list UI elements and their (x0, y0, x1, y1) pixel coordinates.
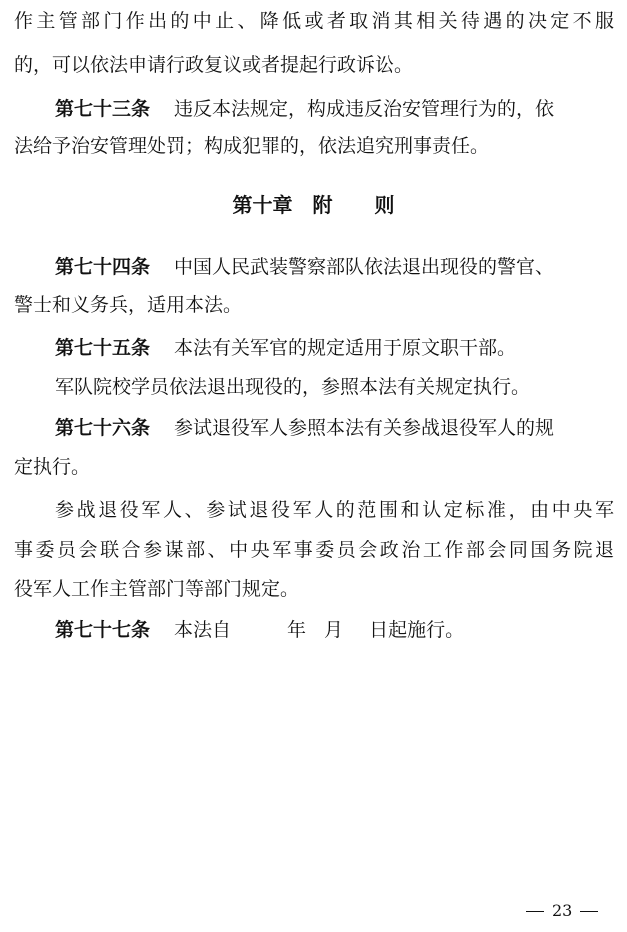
article-75-line (55, 333, 614, 363)
chapter-title-char: 则 (374, 193, 395, 217)
paragraph-line: 军队院校学员依法退出现役的，参照本法有关规定执行。 (55, 376, 531, 398)
article-label: 第七十六条 (55, 417, 151, 439)
article-text: 本法有关军官的规定适用于原文职干部。 (174, 337, 517, 359)
article-77-line (55, 615, 614, 645)
chapter-number: 第十章 (232, 193, 293, 217)
paragraph-line: 事委员会联合参谋部、中央军事委员会政治工作部会同国务院退 (14, 539, 614, 561)
paragraph-line: 的，可以依法申请行政复议或者提起行政诉讼。 (14, 54, 414, 76)
page-number-text: 23 (552, 901, 573, 920)
article-text: 中国人民武装警察部队依法退出现役的警官、 (174, 256, 555, 278)
paragraph-line: 作主管部门作出的中止、降低或者取消其相关待遇的决定不服 (14, 10, 614, 32)
article-text: 本法自 (174, 619, 232, 641)
paragraph-line: 役军人工作主管部门等部门规定。 (14, 578, 300, 600)
article-label: 第七十七条 (55, 619, 151, 641)
dash-left (526, 911, 544, 912)
dash-right (580, 911, 598, 912)
article-76-line (55, 413, 614, 443)
paragraph-line: 定执行。 (14, 456, 91, 478)
date-day-label: 日起施行。 (369, 619, 465, 641)
article-label: 第七十四条 (55, 256, 151, 278)
article-label: 第七十三条 (55, 98, 151, 120)
paragraph-line: 参战退役军人、参试退役军人的范围和认定标准，由中央军 (55, 499, 614, 521)
article-74-line (55, 252, 614, 282)
article-text: 违反本法规定，构成违反治安管理行为的，依 (174, 98, 555, 120)
chapter-heading (0, 190, 627, 220)
date-year-label: 年 (287, 619, 307, 641)
chapter-title-char: 附 (312, 193, 333, 217)
article-label: 第七十五条 (55, 337, 151, 359)
article-73-line (55, 94, 614, 124)
page-number (518, 898, 606, 924)
article-text: 参试退役军人参照本法有关参战退役军人的规 (174, 417, 555, 439)
paragraph-line: 法给予治安管理处罚；构成犯罪的，依法追究刑事责任。 (14, 135, 490, 157)
paragraph-line: 警士和义务兵，适用本法。 (14, 294, 243, 316)
date-month-label: 月 (324, 619, 344, 641)
